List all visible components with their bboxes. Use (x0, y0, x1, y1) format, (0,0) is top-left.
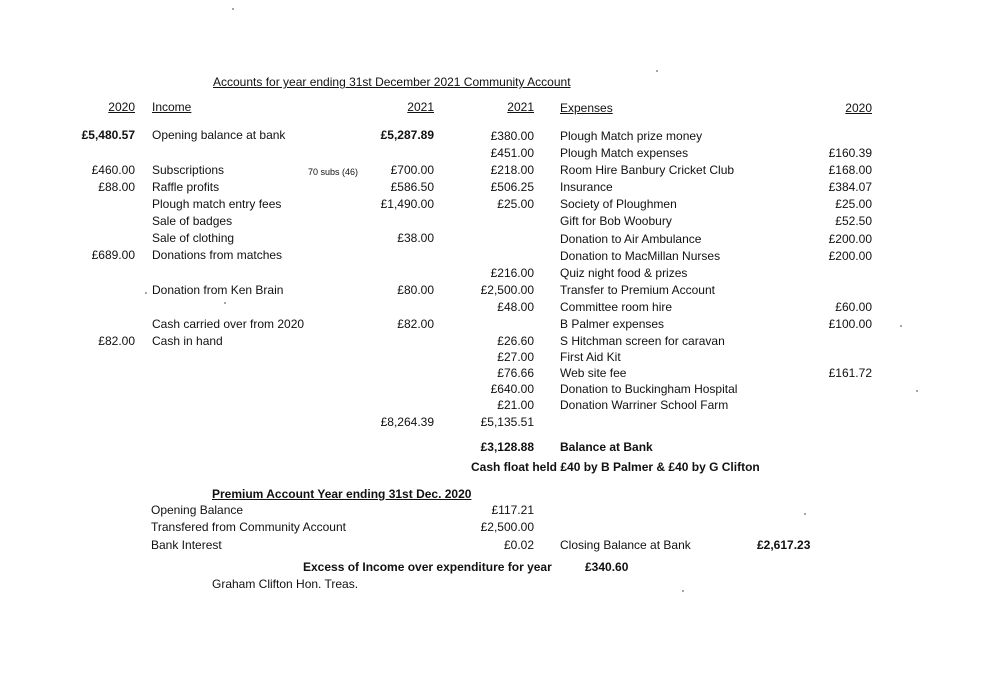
income-label: Sale of badges (152, 214, 233, 228)
income-prev: £460.00 (91, 163, 135, 177)
expense-label: B Palmer expenses (560, 317, 665, 331)
premium-title: Premium Account Year ending 31st Dec. 2020 (212, 487, 472, 501)
income-label: Opening balance at bank (152, 128, 286, 142)
expense-label: Donation to MacMillan Nurses (560, 249, 721, 263)
expense-cur: £48.00 (497, 300, 534, 314)
expense-prev: £52.50 (835, 214, 872, 228)
scan-speck (224, 302, 226, 304)
income-label: Donation from Ken Brain (152, 283, 284, 297)
income-label: Sale of clothing (152, 231, 235, 245)
closing-balance-amount: £2,617.23 (757, 538, 811, 552)
income-label: Cash carried over from 2020 (152, 317, 305, 331)
header-2021-income: 2021 (407, 100, 434, 114)
income-label: Subscriptions (152, 163, 225, 177)
expense-prev: £25.00 (835, 197, 872, 211)
expense-cur: £216.00 (490, 266, 534, 280)
expense-prev: £60.00 (835, 300, 872, 314)
income-cur: £586.50 (390, 180, 434, 194)
income-label: Plough match entry fees (152, 197, 282, 211)
header-income: Income (152, 100, 192, 114)
expense-cur: £506.25 (490, 180, 534, 194)
expense-label: Committee room hire (560, 300, 673, 314)
premium-amount: £117.21 (491, 503, 534, 517)
expense-cur: £25.00 (497, 197, 534, 211)
expense-cur: £2,500.00 (480, 283, 534, 297)
income-label: Donations from matches (152, 248, 283, 262)
scan-speck (145, 292, 147, 294)
expense-cur: £380.00 (490, 129, 534, 143)
expense-prev: £160.39 (828, 146, 872, 160)
document-title: Accounts for year ending 31st December 2021 Community Account (213, 75, 571, 89)
scan-speck (900, 325, 902, 327)
expense-cur: £76.66 (497, 366, 534, 380)
scan-speck (232, 8, 234, 10)
header-2020-expenses: 2020 (845, 101, 872, 115)
scan-speck (682, 590, 684, 592)
expense-prev: £200.00 (828, 232, 872, 246)
income-label: Cash in hand (152, 334, 223, 348)
expense-cur: £27.00 (497, 350, 534, 364)
expense-prev: £100.00 (828, 317, 872, 331)
expense-prev: £168.00 (828, 163, 872, 177)
scan-speck (804, 513, 806, 515)
premium-label: Bank Interest (151, 538, 222, 552)
income-cur: £700.00 (390, 163, 434, 177)
header-2021-expenses: 2021 (507, 100, 534, 114)
income-label: Raffle profits (152, 180, 220, 194)
premium-amount: £2,500.00 (480, 520, 534, 534)
closing-balance-label: Closing Balance at Bank (560, 538, 691, 552)
income-cur: £80.00 (397, 283, 434, 297)
expense-label: Gift for Bob Woobury (560, 214, 672, 228)
expense-label: Room Hire Banbury Cricket Club (560, 163, 735, 177)
income-note: 70 subs (46) (308, 167, 359, 177)
expense-label: Web site fee (560, 366, 627, 380)
balance-amount: £3,128.88 (480, 440, 534, 454)
income-prev: £5,480.57 (81, 128, 135, 142)
expense-label: Donation to Air Ambulance (560, 232, 702, 246)
expense-label: S Hitchman screen for caravan (560, 334, 725, 348)
scan-speck (916, 390, 918, 392)
expense-total: £5,135.51 (480, 415, 534, 429)
expense-label: Insurance (560, 180, 613, 194)
expense-label: Plough Match expenses (560, 146, 689, 160)
expense-label: Quiz night food & prizes (560, 266, 688, 280)
scan-speck (656, 70, 658, 72)
expense-cur: £640.00 (490, 382, 534, 396)
income-cur: £5,287.89 (380, 128, 434, 142)
premium-label: Transfered from Community Account (151, 520, 346, 534)
expense-prev: £384.07 (828, 180, 872, 194)
expense-label: Transfer to Premium Account (560, 283, 715, 297)
income-cur: £38.00 (397, 231, 434, 245)
expense-prev: £200.00 (828, 249, 872, 263)
expense-cur: £451.00 (490, 146, 534, 160)
expense-cur: £21.00 (497, 398, 534, 412)
expense-label: Society of Ploughmen (560, 197, 677, 211)
cash-float-note: Cash float held £40 by B Palmer & £40 by G Clifton (471, 460, 760, 474)
expense-label: Donation Warriner School Farm (560, 398, 729, 412)
income-prev: £82.00 (98, 334, 135, 348)
income-cur: £1,490.00 (380, 197, 434, 211)
premium-amount: £0.02 (503, 538, 534, 552)
income-prev: £88.00 (98, 180, 135, 194)
balance-label: Balance at Bank (560, 440, 653, 454)
expense-cur: £26.60 (497, 334, 534, 348)
premium-label: Opening Balance (151, 503, 244, 517)
income-total: £8,264.39 (380, 415, 434, 429)
excess-amount: £340.60 (585, 560, 629, 574)
header-2020-income: 2020 (108, 100, 135, 114)
expense-label: Donation to Buckingham Hospital (560, 382, 738, 396)
excess-label: Excess of Income over expenditure for year (303, 560, 552, 574)
expense-prev: £161.72 (828, 366, 872, 380)
expense-label: Plough Match prize money (560, 129, 703, 143)
expense-cur: £218.00 (490, 163, 534, 177)
expense-label: First Aid Kit (560, 350, 621, 364)
income-cur: £82.00 (397, 317, 434, 331)
income-prev: £689.00 (91, 248, 135, 262)
header-expenses: Expenses (560, 101, 613, 115)
signature: Graham Clifton Hon. Treas. (212, 577, 359, 591)
